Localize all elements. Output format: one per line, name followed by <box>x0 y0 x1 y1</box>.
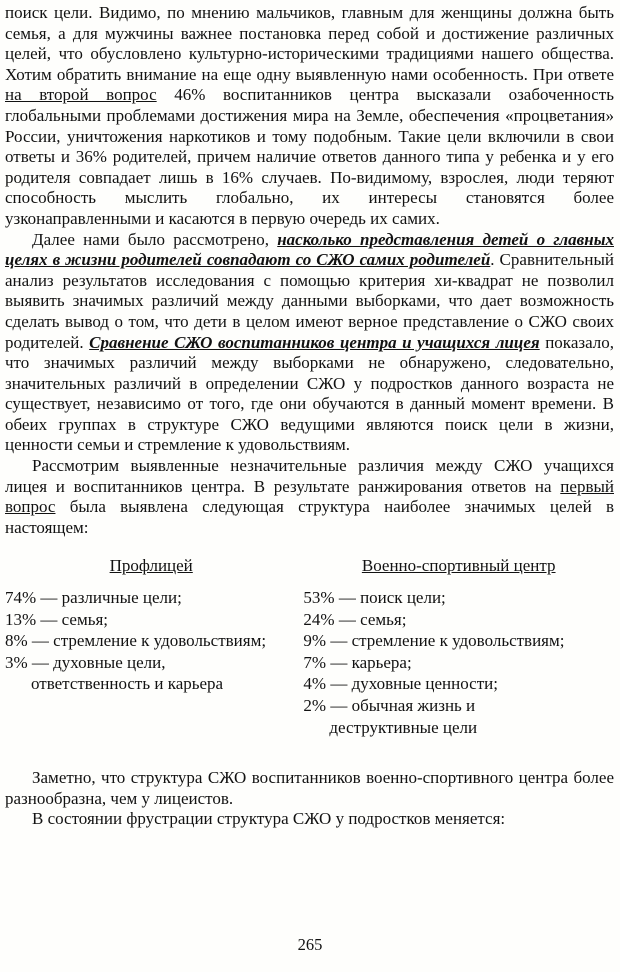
body-text: . Сравнительный анализ результатов исследования с помощью критерия хи-квадрат не позволил выявить значимых различий между данными выборками, что дает возможность сделать вывод о том, что дети в целом имеют верное представление о СЖО своих родителей. <box>5 250 614 352</box>
list-item: 53% — поиск цели; <box>303 588 446 608</box>
paragraph-4: Заметно, что структура СЖО воспитанников военно-спортивного центра более разнообразна, чем у лицеистов. <box>5 768 614 808</box>
body-text: 46% воспитанников центра высказали озабоченность глобальными проблемами достижения мира на Земле, обеспечения «процветания» России, уничтожения наркотиков и тому подобным. Такие цели включили в свои ответы и 36% родителей, причем наличие ответов данного типа у ребенка и у его родителя совпадает лишь в 16% случаев. По-видимому, взрослея, люди теряют способность мыслить глобально, их интересы становятся более узконаправленными и касаются в первую очередь их самих. <box>5 85 614 228</box>
emphasized-phrase-comparison: Сравнение СЖО воспитанников центра и учащихся лицея <box>89 332 540 352</box>
paragraph-3 <box>5 456 614 538</box>
list-item: 7% — карьера; <box>303 652 412 672</box>
body-text: показало, что значимых различий между выборками не обнаружено, следовательно, значительных различий в определении СЖО у подростков данного возраста не существует, независимо от того, где они обучаются в данный момент времени. В обеих группах в структуре СЖО ведущими являются поиск цели в жизни, ценности семьи и стремление к удовольствиям. <box>5 332 615 455</box>
list-item: 24% — семья; <box>303 609 407 629</box>
list-item: 3% — духовные цели, <box>5 652 166 672</box>
column-header-proflyceum: Профлицей <box>109 556 193 576</box>
list-item: 4% — духовные ценности; <box>303 674 498 694</box>
paragraph-5: В состоянии фрустрации структура СЖО у подростков меняется: <box>32 809 506 829</box>
body-text: была выявлена следующая структура наиболее значимых целей в настоящем: <box>5 497 614 537</box>
column-proflyceum <box>5 556 303 738</box>
body-text: Далее нами было рассмотрено, <box>32 229 278 249</box>
column-military-sport-center <box>303 556 614 738</box>
list-item: 13% — семья; <box>5 609 109 629</box>
list-item: 74% — различные цели; <box>5 588 182 608</box>
list-item: 8% — стремление к удовольствиям; <box>5 631 267 651</box>
body-text: поиск цели. Видимо, по мнению мальчиков, главным для женщины должна быть семья, а для мужчины важнее постановка перед собой и достижение различных целей, что обусловлено культурно-историческими традициями нашего общества. Хотим обратить внимание на еще одну выявленную нами особенность. При ответе <box>5 3 614 84</box>
comparison-table <box>5 556 614 738</box>
list-item: 2% — обычная жизнь и <box>303 696 476 715</box>
list-item-continuation: ответственность и карьера <box>31 674 224 694</box>
paragraph-1 <box>5 3 614 230</box>
list-item: 9% — стремление к удовольствиям; <box>303 631 565 651</box>
list-item-continuation: деструктивные цели <box>329 717 478 737</box>
column-header-military-sport-center: Военно-спортивный центр <box>361 556 556 576</box>
underlined-phrase-second-question: на второй вопрос <box>5 85 157 105</box>
page-number: 265 <box>297 935 323 955</box>
emphasized-phrase-children-goals: насколько представления детей о главных целях в жизни родителей совпадают со СЖО самих родителей <box>5 229 614 270</box>
underlined-phrase-first-question: первый вопрос <box>5 476 614 517</box>
body-text: Рассмотрим выявленные незначительные различия между СЖО учащихся лицея и воспитанников центра. В результате ранжирования ответов на <box>5 456 614 496</box>
paragraph-2 <box>5 230 614 457</box>
